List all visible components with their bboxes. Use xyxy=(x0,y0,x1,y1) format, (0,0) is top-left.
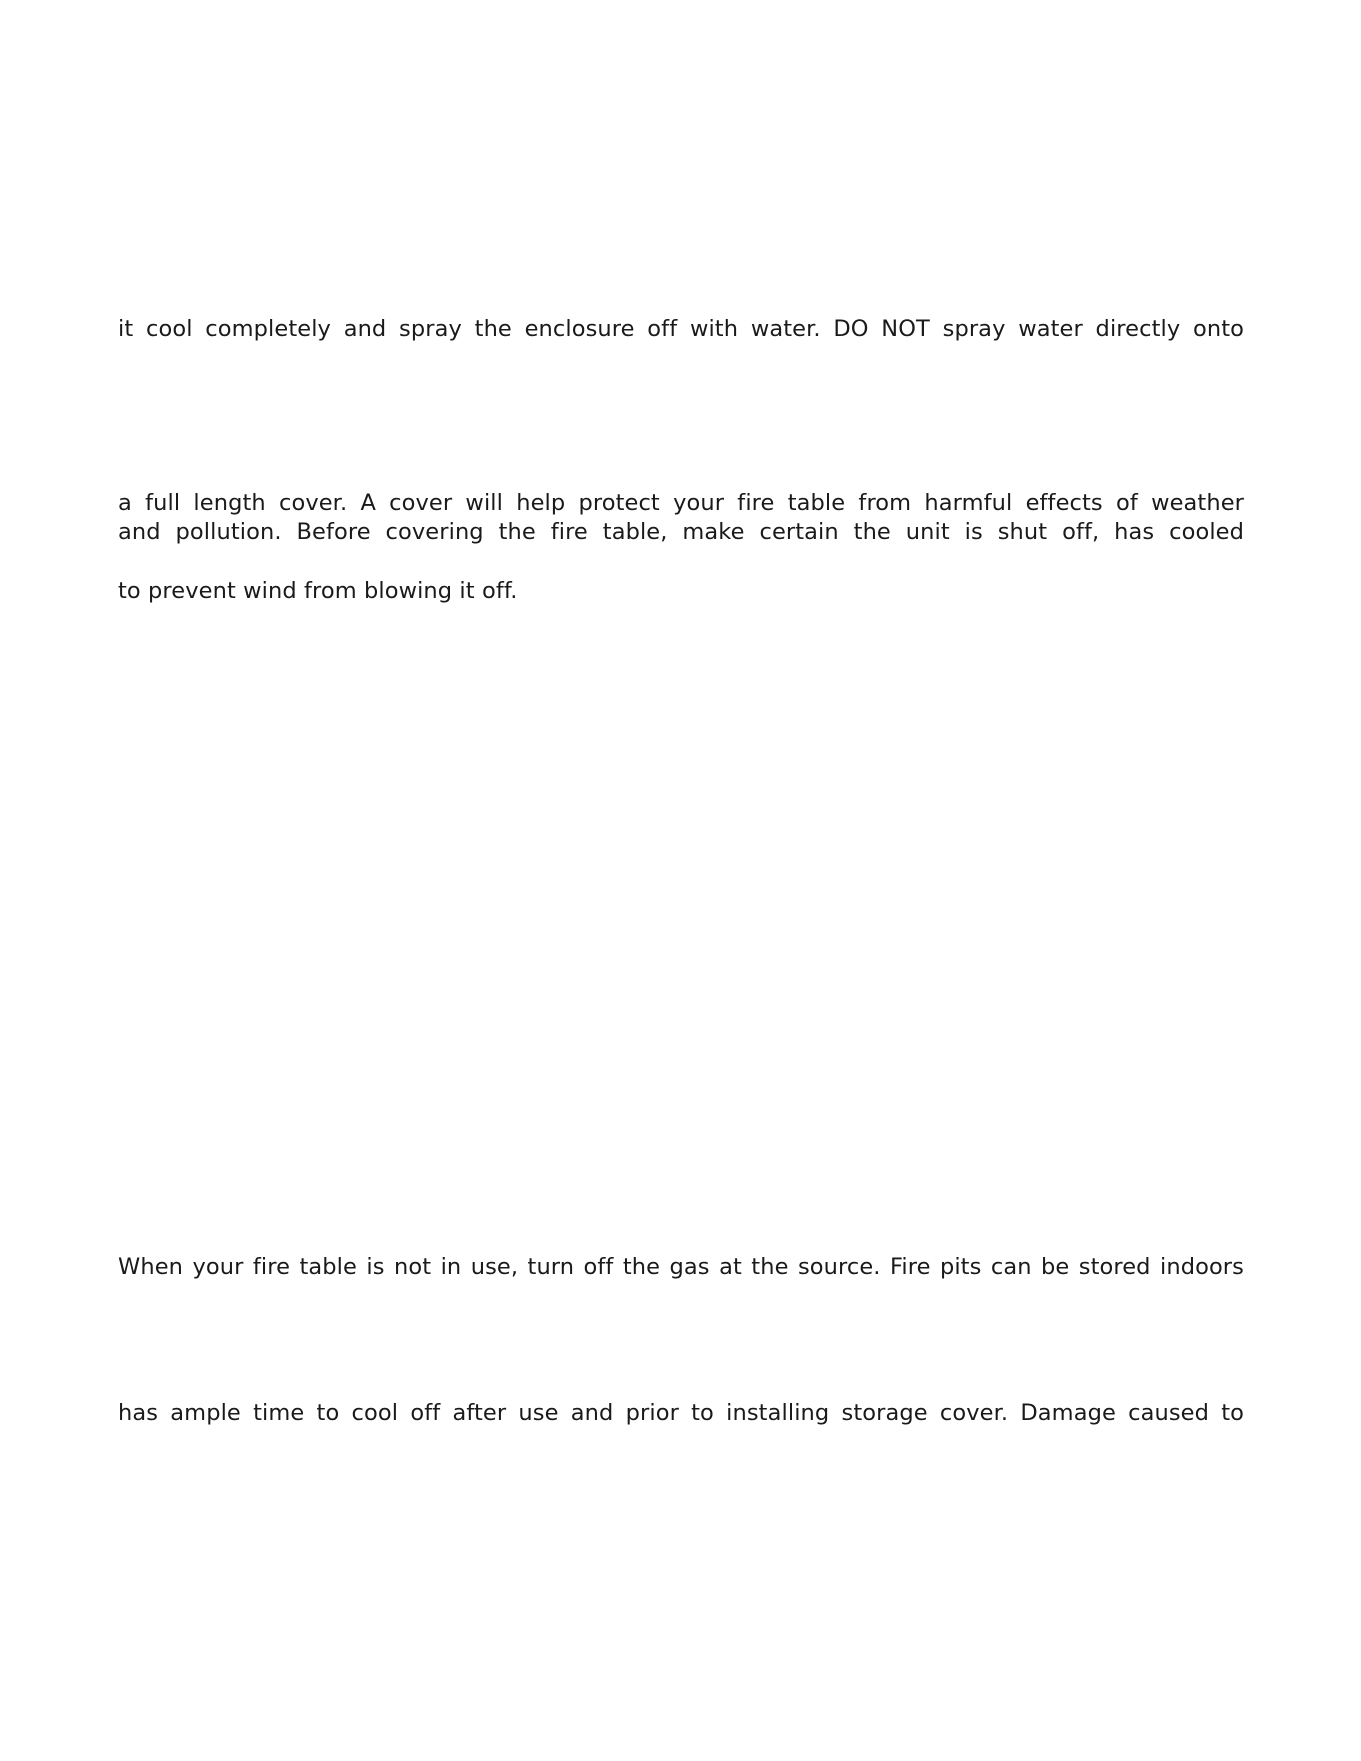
text-line-storage-1: When your fire table is not in use, turn off the gas at the source. Fire pits can be stored indoors xyxy=(118,1254,1244,1280)
text-line-cover-2: and pollution. Before covering the fire table, make certain the unit is shut off, has cooled xyxy=(118,519,1244,545)
text-line-cleaning: it cool completely and spray the enclosure off with water. DO NOT spray water directly onto xyxy=(118,316,1244,342)
text-line-cover-3: to prevent wind from blowing it off. xyxy=(118,578,518,604)
text-line-storage-2: has ample time to cool off after use and prior to installing storage cover. Damage caused to xyxy=(118,1400,1244,1426)
text-line-cover-1: a full length cover. A cover will help protect your fire table from harmful effects of weather xyxy=(118,490,1244,516)
